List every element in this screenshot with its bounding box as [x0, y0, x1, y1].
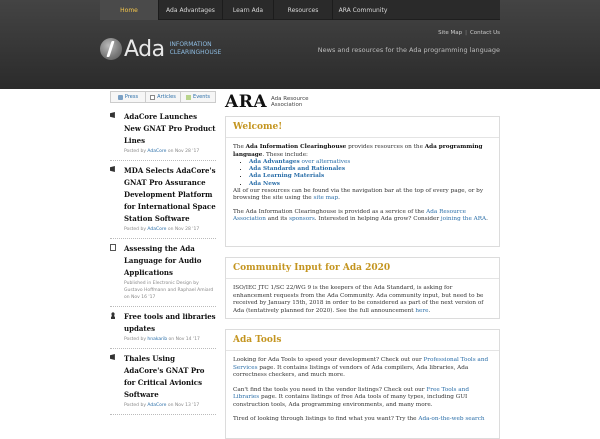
pro-tools-link[interactable]: Professional Tools and Services [233, 357, 489, 371]
news-item [110, 107, 216, 161]
ara-logo[interactable]: ARA [225, 92, 268, 112]
nav-learn-ada[interactable]: Learn Ada [223, 0, 274, 20]
tab-events-label: Events [193, 94, 210, 100]
tab-articles[interactable] [146, 92, 181, 102]
tools-free-text: Can't find the tools you need in the vendor listings? Check out our Free Tools and Libraries page. It contains listings of free Ada tools of many types, including GUI construction tools, Ada programming environments, and many more. [233, 386, 469, 408]
user-icon [110, 311, 118, 343]
nav-ada-advantages[interactable]: Ada Advantages [159, 0, 223, 20]
news-title-link[interactable]: MDA Selects AdaCore's GNAT Pro Assurance Development Platform for International Space Station Software [124, 166, 216, 223]
news-meta: Posted by AdaCore on Nov 28 '17 [124, 149, 200, 154]
news-meta: Published in Electronic Design by Gustavo Hoffmann and Raphael Amiard on Nov 16 '17 [124, 281, 214, 300]
news-meta: Posted by AdaCore on Nov 13 '17 [124, 403, 200, 408]
tools-title: Ada Tools [226, 335, 499, 351]
tools-box [225, 329, 500, 439]
logo-name: Ada [124, 36, 165, 62]
news-item [110, 161, 216, 239]
community-text: ISO/IEC JTC 1/SC 22/WG 9 is the keepers of the Ada Standard, is asking for enhancement requests from the Ada Community. Ada community input, but need to be received by January 15th, 2018 in order to be considered as part of the next version of Ada (tentatively planned for 2020). See the full announcement here. [233, 285, 484, 314]
megaphone-icon [110, 111, 118, 155]
news-author-link[interactable]: AdaCore [147, 149, 167, 154]
calendar-icon [186, 95, 191, 100]
ara-name: Ada Resource Association [271, 95, 309, 108]
tab-press-label: Press [124, 94, 139, 100]
tab-press[interactable] [111, 92, 146, 102]
news-tabs [110, 91, 216, 103]
main-nav [100, 0, 500, 20]
news-author-link[interactable]: AdaCore [147, 227, 167, 232]
sponsors-link[interactable]: sponsors [289, 216, 315, 223]
document-icon [110, 243, 118, 301]
welcome-box [225, 116, 500, 247]
welcome-intro: The Ada Information Clearinghouse provides resources on the Ada programming language. These include: [233, 144, 483, 158]
resource-list [249, 159, 492, 188]
site-map-link[interactable]: Site Map [438, 30, 463, 36]
news-meta: Posted by AdaCore on Nov 28 '17 [124, 227, 200, 232]
nav-ara-community[interactable]: ARA Community [338, 6, 388, 14]
tab-events[interactable] [181, 92, 215, 102]
ara-link[interactable]: Ada Resource Association [233, 208, 466, 223]
welcome-service-text: The Ada Information Clearinghouse is provided as a service of the Ada Resource Association and its sponsors. Interested in helping Ada grow? Consider joining the ARA. [233, 208, 488, 223]
utility-links [438, 30, 500, 36]
tab-articles-label: Articles [157, 94, 176, 100]
site-logo[interactable] [100, 36, 221, 62]
utility-separator: | [465, 30, 467, 36]
news-item [110, 307, 216, 349]
news-title-link[interactable]: Free tools and libraries updates [124, 312, 216, 333]
nav-resources[interactable]: Resources [274, 0, 333, 20]
document-icon [150, 95, 155, 100]
list-item[interactable]: ▪ Ada Standards and Rationales [249, 166, 492, 173]
logo-sub-line1: INFORMATION [169, 41, 212, 48]
megaphone-icon [110, 353, 118, 409]
ada-logo-icon [100, 38, 122, 60]
news-title-link[interactable]: Thales Using AdaCore's GNAT Pro for Critical Avionics Software [124, 354, 205, 399]
list-item[interactable]: ▪ Ada Advantages over alternatives [249, 159, 492, 166]
list-item[interactable]: ▪ Ada News [249, 181, 492, 188]
site-map-inline-link[interactable]: site map [313, 195, 339, 202]
welcome-navigation-text: All of our resources can be found via the navigation bar at the top of every page, or by browsing the site using the site map. [233, 187, 484, 202]
news-sidebar [110, 91, 216, 415]
news-author-link[interactable]: hnakarib [147, 337, 168, 342]
community-box [225, 257, 500, 319]
news-item [110, 239, 216, 307]
welcome-title: Welcome! [226, 122, 499, 138]
site-header [0, 0, 600, 89]
ada-search-link[interactable]: Ada-on-the-web search [418, 416, 485, 422]
free-tools-link[interactable]: Free Tools and Libraries [233, 386, 469, 400]
news-title-link[interactable]: Assessing the Ada Language for Audio Applications [124, 244, 202, 277]
list-item[interactable]: ▪ Ada Learning Materials [249, 173, 492, 180]
news-author-link[interactable]: AdaCore [147, 403, 167, 408]
announcement-link[interactable]: here [415, 307, 429, 314]
main-content [225, 91, 500, 439]
megaphone-icon [110, 165, 118, 233]
community-title: Community Input for Ada 2020 [226, 263, 499, 279]
logo-sub-line2: CLEARINGHOUSE [169, 49, 222, 56]
news-item [110, 349, 216, 415]
contact-us-link[interactable]: Contact Us [469, 30, 500, 36]
join-ara-link[interactable]: joining the ARA [440, 216, 487, 223]
nav-home[interactable]: Home [100, 0, 159, 20]
tools-pro-text: Looking for Ada Tools to speed your development? Check out our Professional Tools and Services page. It contains listings of vendors of Ada compilers, Ada libraries, Ada correctness checkers, and much more. [233, 357, 489, 378]
logo-subtitle [170, 41, 222, 57]
site-tagline: News and resources for the Ada programming language [317, 46, 500, 54]
news-title-link[interactable]: AdaCore Launches New GNAT Pro Product Lines [124, 112, 216, 145]
news-meta: Posted by hnakarib on Nov 14 '17 [124, 337, 200, 342]
ara-header [225, 91, 500, 113]
tools-search-text: Tired of looking through listings to find what you want? Try the Ada-on-the-web search [233, 416, 485, 422]
press-icon [118, 95, 123, 100]
